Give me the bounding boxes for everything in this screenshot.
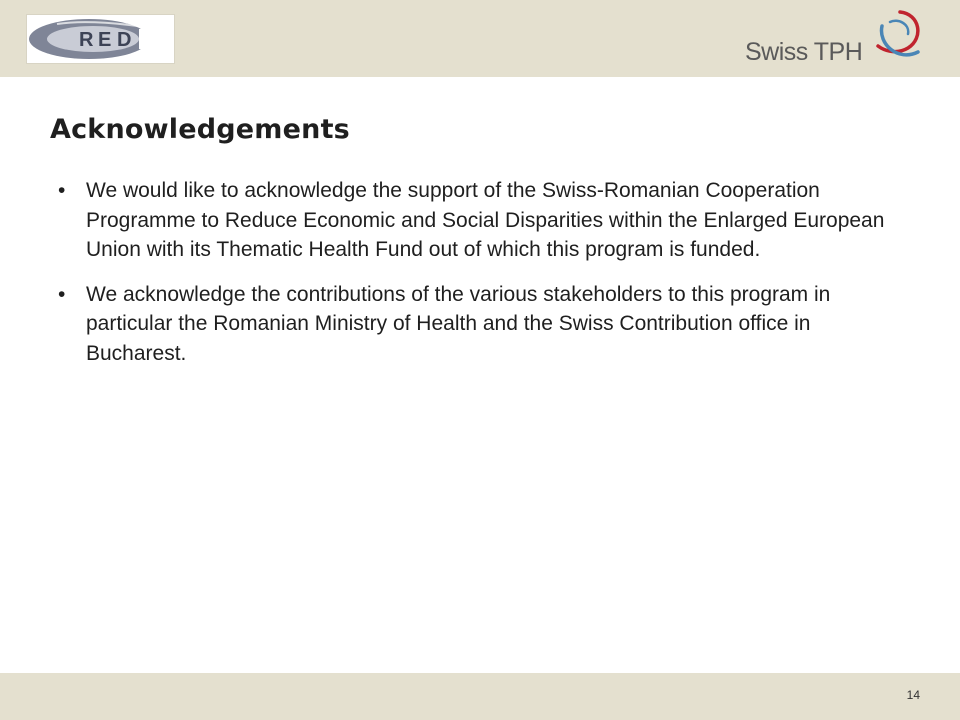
footer-band — [0, 673, 960, 720]
bullet-item — [50, 280, 910, 369]
swiss-tph-logo — [744, 8, 934, 70]
bullet-item — [50, 176, 910, 265]
red-logo — [26, 14, 175, 64]
swiss-tph-red-arc — [878, 12, 918, 52]
red-logo-letter-r: R — [79, 29, 94, 51]
red-logo-letter-d: D — [117, 29, 132, 51]
bullet-list — [50, 176, 910, 383]
swiss-tph-mark-icon — [868, 8, 928, 68]
page-number: 14 — [906, 688, 920, 702]
header-band — [0, 0, 960, 77]
bullet-text: We would like to acknowledge the support of the Swiss-Romanian Cooperation Programme to Reduce Economic and Social Disparities within the Enlarged European Union with its Thematic Health Fund out of which this program is funded. — [86, 179, 885, 261]
slide-title: Acknowledgements — [50, 114, 350, 145]
swiss-tph-blue-arc-2 — [890, 21, 908, 34]
red-logo-letter-e: E — [98, 29, 112, 51]
red-logo-opening — [139, 29, 174, 49]
bullet-dot-icon: • — [58, 282, 66, 306]
swiss-tph-wordmark: Swiss TPH — [745, 38, 863, 66]
bullet-dot-icon: • — [58, 179, 66, 202]
red-logo-graphic — [27, 15, 174, 63]
bullet-text: We acknowledge the contributions of the various stakeholders to this program in particular the Romanian Ministry of Health and the Swiss Contribution office in Bucharest. — [86, 282, 831, 365]
